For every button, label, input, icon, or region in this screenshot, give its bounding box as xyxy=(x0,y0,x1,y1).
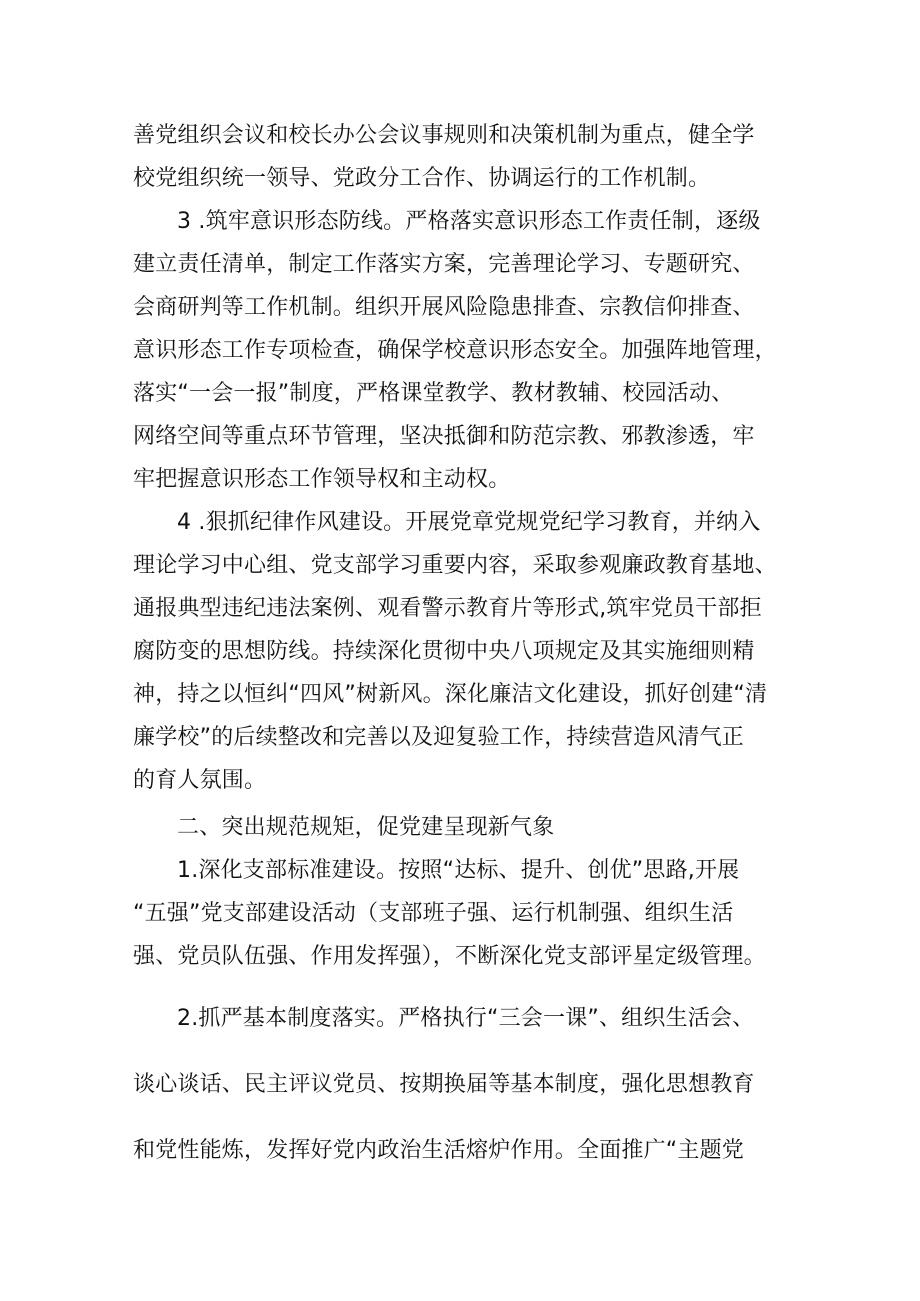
text-line: 落实“一会一报”制度，严格课堂教学、教材教辅、校园活动、 xyxy=(133,381,734,406)
text-line: 的育人氛围。 xyxy=(133,768,267,793)
text-line: 廉学校”的后续整改和完善以及迎复验工作，持续营造风清气正 xyxy=(133,725,744,750)
text-line: 通报典型违纪违法案例、观看警示教育片等形式,筑牢党员干部拒 xyxy=(133,596,762,621)
text-line: 意识形态工作专项检查，确保学校意识形态安全。加强阵地管理， xyxy=(133,338,777,363)
text-line: 强、党员队伍强、作用发挥强），不断深化党支部评星定级管理。 xyxy=(133,944,766,969)
text-line: 会商研判等工作机制。组织开展风险隐患排查、宗教信仰排查、 xyxy=(133,295,755,320)
text-line: 校党组织统一领导、党政分工合作、协调运行的工作机制。 xyxy=(133,166,711,191)
text-line: 善党组织会议和校长办公会议事规则和决策机制为重点，健全学 xyxy=(133,123,755,148)
text-line: 腐防变的思想防线。持续深化贯彻中央八项规定及其实施细则精 xyxy=(133,639,755,664)
text-line: 谈心谈话、民主评议党员、按期换届等基本制度，强化思想教育 xyxy=(133,1072,755,1097)
text-line: “五强”党支部建设活动（支部班子强、运行机制强、组织生活 xyxy=(133,901,734,926)
text-line: 2.抓严基本制度落实。严格执行“三会一课”、组织生活会、 xyxy=(177,1006,755,1031)
text-line: 3 .筑牢意识形态防线。严格落实意识形态工作责任制，逐级 xyxy=(177,209,761,234)
text-line: 建立责任清单，制定工作落实方案，完善理论学习、专题研究、 xyxy=(133,252,755,277)
text-line: 网络空间等重点环节管理，坚决抵御和防范宗教、邪教渗透，牢 xyxy=(133,424,755,449)
text-line: 4 .狠抓纪律作风建设。开展党章党规党纪学习教育，并纳入 xyxy=(177,510,761,535)
text-line: 神，持之以恒纠“四风”树新风。深化廉洁文化建设，抓好创建“清 xyxy=(133,682,768,707)
text-line: 1.深化支部标准建设。按照“达标、提升、创优”思路,开展 xyxy=(177,858,740,883)
text-line: 牢把握意识形态工作领导权和主动权。 xyxy=(133,467,511,492)
section-heading: 二、突出规范规矩，促党建呈现新气象 xyxy=(177,815,555,840)
text-line: 和党性能炼，发挥好党内政治生活熔炉作用。全面推广“主题党 xyxy=(133,1138,744,1163)
text-line: 理论学习中心组、党支部学习重要内容，采取参观廉政教育基地、 xyxy=(133,553,777,578)
